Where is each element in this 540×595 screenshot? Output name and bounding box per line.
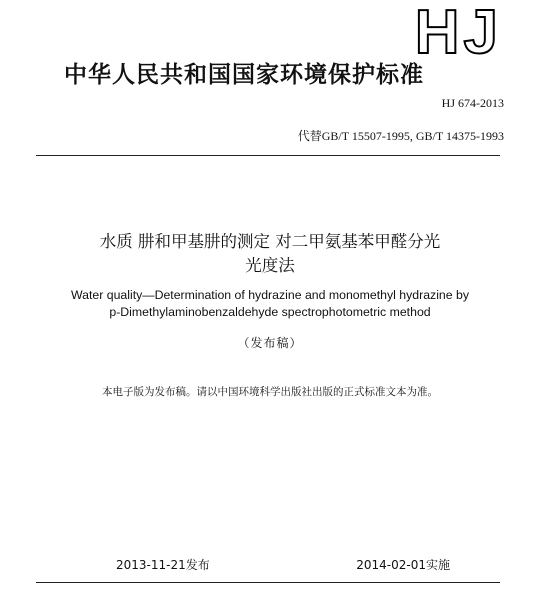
title-zh-line1: 水质 肼和甲基肼的测定 对二甲氨基苯甲醛分光 xyxy=(99,232,441,251)
effective-date: 2014-02-01实施 xyxy=(356,558,450,572)
title-en-line1: Water quality—Determination of hydrazine and monomethyl hydrazine by xyxy=(70,288,470,302)
replaces-standards: 代替GB/T 15507-1995, GB/T 14375-1993 xyxy=(297,129,504,143)
title-en-line2: p-Dimethylaminobenzaldehyde spectrophotometric method xyxy=(109,305,431,319)
draft-label: （发布稿） xyxy=(237,336,303,350)
title-zh-line2: 光度法 xyxy=(245,256,295,275)
hj-logo: HJ xyxy=(414,0,502,67)
ministry-title: 中华人民共和国国家环境保护标准 xyxy=(64,62,424,88)
issue-date: 2013-11-21发布 xyxy=(116,558,210,572)
footer-divider xyxy=(36,582,500,583)
electronic-version-notice: 本电子版为发布稿。请以中国环境科学出版社出版的正式标准文本为准。 xyxy=(102,386,438,398)
header-divider xyxy=(36,155,500,156)
standard-code: HJ 674-2013 xyxy=(441,96,504,110)
